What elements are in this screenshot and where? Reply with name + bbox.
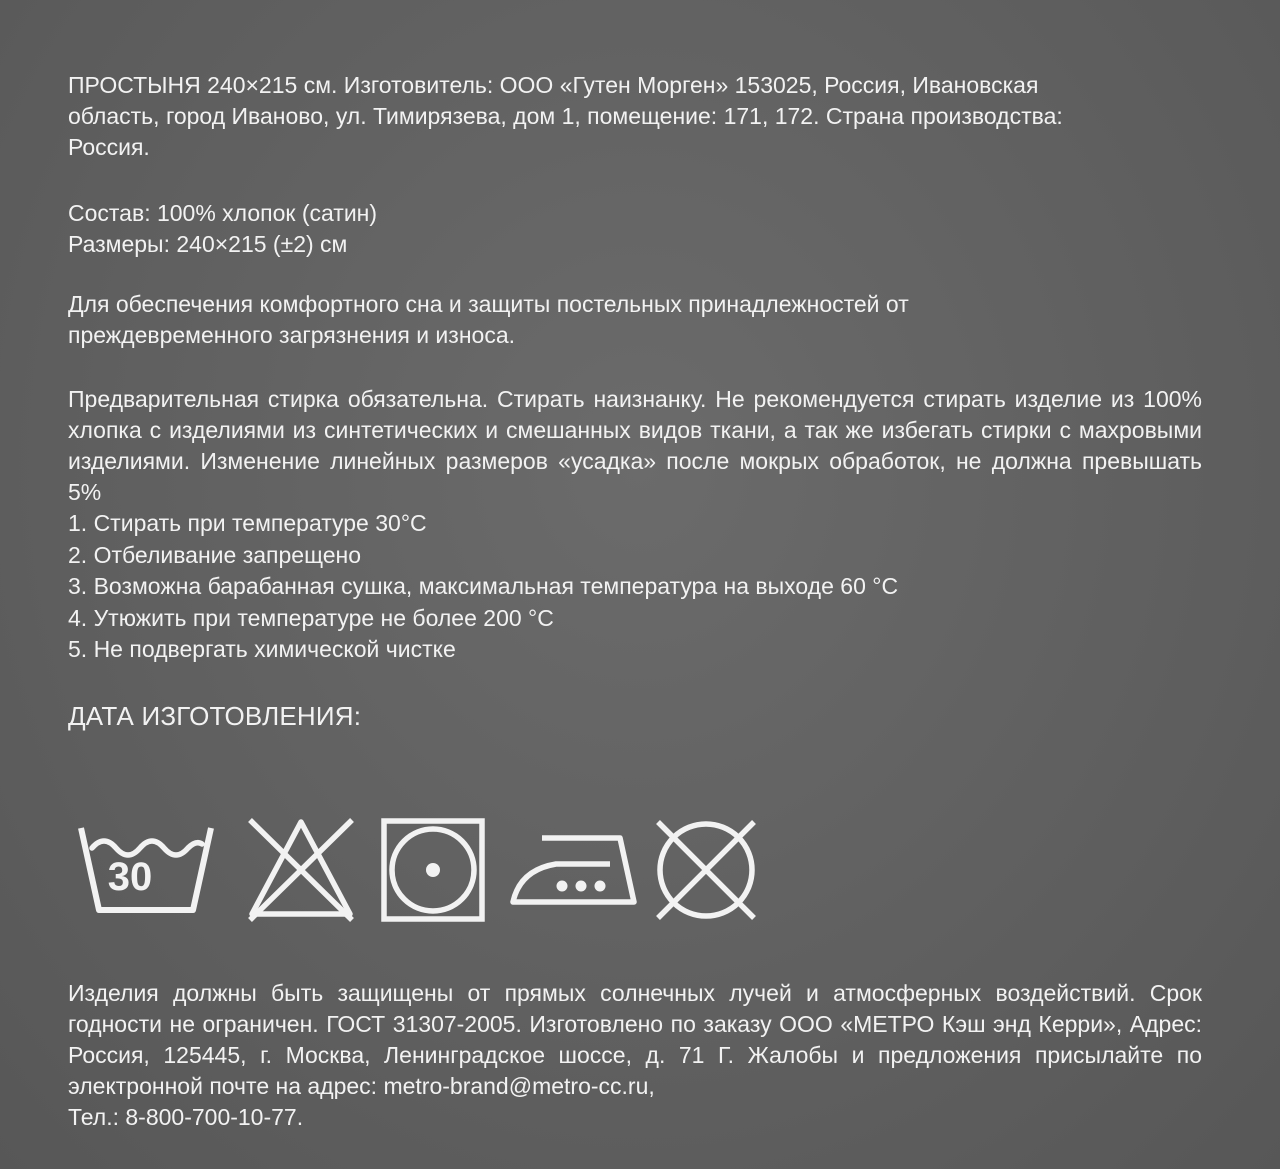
composition-text: Состав: 100% хлопок (сатин) <box>68 200 378 226</box>
wash-temp-label: 30 <box>107 855 153 899</box>
purpose-block <box>68 289 1202 351</box>
manufacturer-line: область, город Иваново, ул. Тимирязева, дом 1, помещение: 171, 172. Страна производства: <box>68 103 1063 129</box>
care-list-item: 4. Утюжить при температуре не более 200 °С <box>68 604 554 631</box>
purpose-line: преждевременного загрязнения и износа. <box>68 322 515 348</box>
iron-high-icon <box>510 818 640 922</box>
care-list-item: 2. Отбеливание запрещено <box>68 541 362 568</box>
care-list-item: 3. Возможна барабанная сушка, максимальная температура на выходе 60 °С <box>68 573 899 599</box>
wash-30-icon <box>78 818 214 922</box>
storage-and-contacts <box>68 978 1202 1133</box>
care-list <box>68 508 1202 666</box>
phone-text: Тел.: 8-800-700-10-77. <box>68 1104 304 1130</box>
care-text: Предварительная стирка обязательна. Стирать наизнанку. Не рекомендуется стирать изделие из 100% хлопка с изделиями из синтетических и смешанных видов ткани, а так же избегать стирки с махровыми изделиями. Изменение линейных размеров «усадка» после мокрых обработок, не должна превышать 5% <box>68 386 1202 505</box>
storage-text: Изделия должны быть защищены от прямых солнечных лучей и атмосферных воздействий. Срок годности не ограничен. ГОСТ 31307-2005. Изготовлено по заказу ООО «МЕТРО Кэш энд Керри», Адрес: Россия, 125445, г. Москва, Ленинградское шоссе, д. 71 Г. Жалобы и предложения присылайте по электронной почте на адрес: metro-brand@metro-cc.ru, <box>68 980 1202 1099</box>
manufacturer-line: Россия. <box>68 134 150 160</box>
size-text: Размеры: 240×215 (±2) см <box>68 231 348 257</box>
manufacture-date-heading: ДАТА ИЗГОТОВЛЕНИЯ: <box>68 701 362 731</box>
care-list-item: 1. Стирать при температуре 30°С <box>68 510 427 536</box>
manufacturer-line: ПРОСТЫНЯ 240×215 см. Изготовитель: ООО «Гутен Морген» 153025, Россия, Ивановская <box>68 72 1039 98</box>
no-dry-clean-icon <box>654 818 758 922</box>
composition-block <box>68 198 1202 260</box>
tumble-dry-icon <box>381 818 485 922</box>
care-list-item: 5. Не подвергать химической чистке <box>68 636 456 662</box>
no-bleach-icon <box>246 818 356 922</box>
purpose-line: Для обеспечения комфортного сна и защиты постельных принадлежностей от <box>68 291 909 317</box>
manufacturer-info <box>68 70 1202 163</box>
care-instructions <box>68 384 1202 666</box>
